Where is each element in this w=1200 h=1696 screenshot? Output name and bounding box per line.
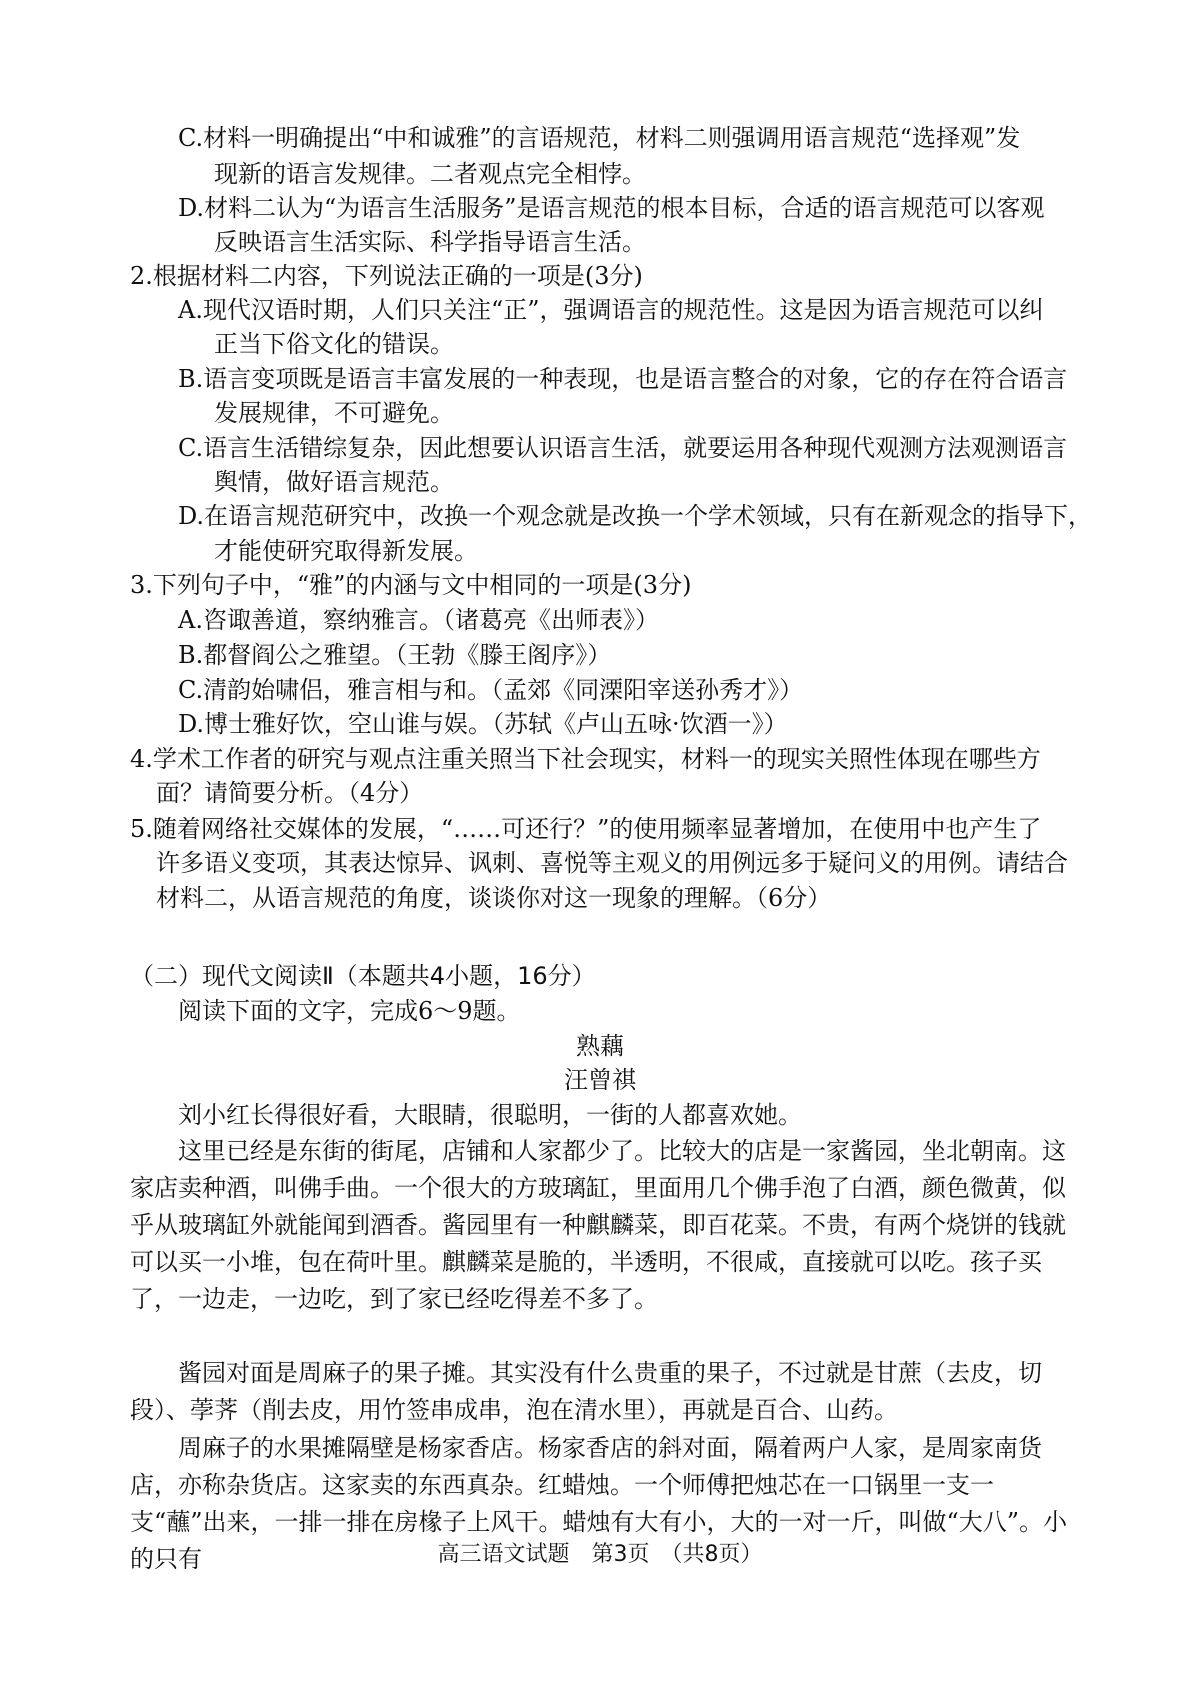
article-paragraph-2: 这里已经是东街的街尾，店铺和人家都少了。比较大的店是一家酱园，坐北朝南。这家店卖种酒，叫佛手曲。一个很大的方玻璃缸，里面用几个佛手泡了白酒，颜色微黄，似乎从玻璃缸外就能闻到酒香。酱园里有一种麒麟菜，即百花菜。不贵，有两个烧饼的钱就可以买一小堆，包在荷叶里。麒麟菜是脆的，半透明，不很咸，直接就可以吃。孩子买了，一边走，一边吃，到了家已经吃得差不多了。 [130, 1137, 1066, 1313]
q2-option-a-line2: 正当下俗文化的错误。 [214, 330, 454, 358]
q2-option-d-line1: D.在语言规范研究中，改换一个观念就是改换一个学术领域，只有在新观念的指导下， [178, 502, 1093, 530]
q5-line1: 5.随着网络社交媒体的发展，“……可还行？”的使用频率显著增加，在使用中也产生了 [130, 815, 1042, 843]
q3-option-d: D.博士雅好饮，空山谁与娱。（苏轼《卢山五咏·饮酒一》） [178, 710, 788, 738]
q1-option-c-line1: C.材料一明确提出“中和诚雅”的言语规范，材料二则强调用语言规范“选择观”发 [178, 124, 1021, 152]
q1-option-d-line1: D.材料二认为“为语言生活服务”是语言规范的根本目标，合适的语言规范可以客观 [178, 194, 1045, 222]
q5-line2: 许多语义变项，其表达惊异、讽刺、喜悦等主观义的用例远多于疑问义的用例。请结合 [156, 849, 1068, 877]
section-heading: （二）现代文阅读Ⅱ（本题共4小题，16分） [130, 962, 596, 990]
article-paragraph-3: 酱园对面是周麻子的果子摊。其实没有什么贵重的果子，不过就是甘蔗（去皮，切段）、荸荠（削去皮，用竹签串成串，泡在清水里），再就是百合、山药。 [130, 1359, 1042, 1424]
article-paragraph-1: 刘小红长得很好看，大眼睛，很聪明，一街的人都喜欢她。 [178, 1101, 802, 1129]
article-title: 熟藕 [576, 1032, 624, 1060]
q4-line1: 4.学术工作者的研究与观点注重关照当下社会现实，材料一的现实关照性体现在哪些方 [130, 745, 1041, 773]
q2-option-b-line1: B.语言变项既是语言丰富发展的一种表现，也是语言整合的对象，它的存在符合语言 [178, 365, 1068, 393]
page-footer: 高三语文试题 第3页 （共8页） [437, 1542, 763, 1567]
q5-line3: 材料二，从语言规范的角度，谈谈你对这一现象的理解。（6分） [156, 884, 832, 912]
article-author: 汪曾祺 [564, 1066, 636, 1094]
q3-option-a: A.咨诹善道，察纳雅言。（诸葛亮《出师表》） [178, 606, 659, 634]
section-instruction: 阅读下面的文字，完成6～9题。 [178, 997, 521, 1025]
q2-option-d-line2: 才能使研究取得新发展。 [214, 537, 478, 565]
q4-line2: 面？请简要分析。（4分） [156, 779, 424, 807]
q3-option-c: C.清韵始啸侣，雅言相与和。（孟郊《同溧阳宰送孙秀才》） [178, 676, 804, 704]
q1-option-d-line2: 反映语言生活实际、科学指导语言生活。 [214, 228, 646, 256]
q2-option-b-line2: 发展规律，不可避免。 [214, 399, 454, 427]
q1-option-c-line2: 现新的语言发规律。二者观点完全相悖。 [214, 160, 646, 188]
q3-option-b: B.都督阎公之雅望。（王勃《滕王阁序》） [178, 641, 612, 669]
q3-stem: 3.下列句子中，“雅”的内涵与文中相同的一项是(3分) [130, 571, 692, 599]
q2-stem: 2.根据材料二内容，下列说法正确的一项是(3分) [130, 262, 643, 290]
q2-option-c-line2: 舆情，做好语言规范。 [214, 468, 454, 496]
q2-option-c-line1: C.语言生活错综复杂，因此想要认识语言生活，就要运用各种现代观测方法观测语言 [178, 434, 1068, 462]
q2-option-a-line1: A.现代汉语时期，人们只关注“正”，强调语言的规范性。这是因为语言规范可以纠 [178, 296, 1044, 324]
article-paragraph-4: 周麻子的水果摊隔壁是杨家香店。杨家香店的斜对面，隔着两户人家，是周家南货店，亦称杂货店。这家卖的东西真杂。红蜡烛。一个师傅把烛芯在一口锅里一支一支“蘸”出来，一排一排在房椽子上风干。蜡烛有大有小，大的一对一斤，叫做“大八”。小的只有 [130, 1434, 1068, 1573]
